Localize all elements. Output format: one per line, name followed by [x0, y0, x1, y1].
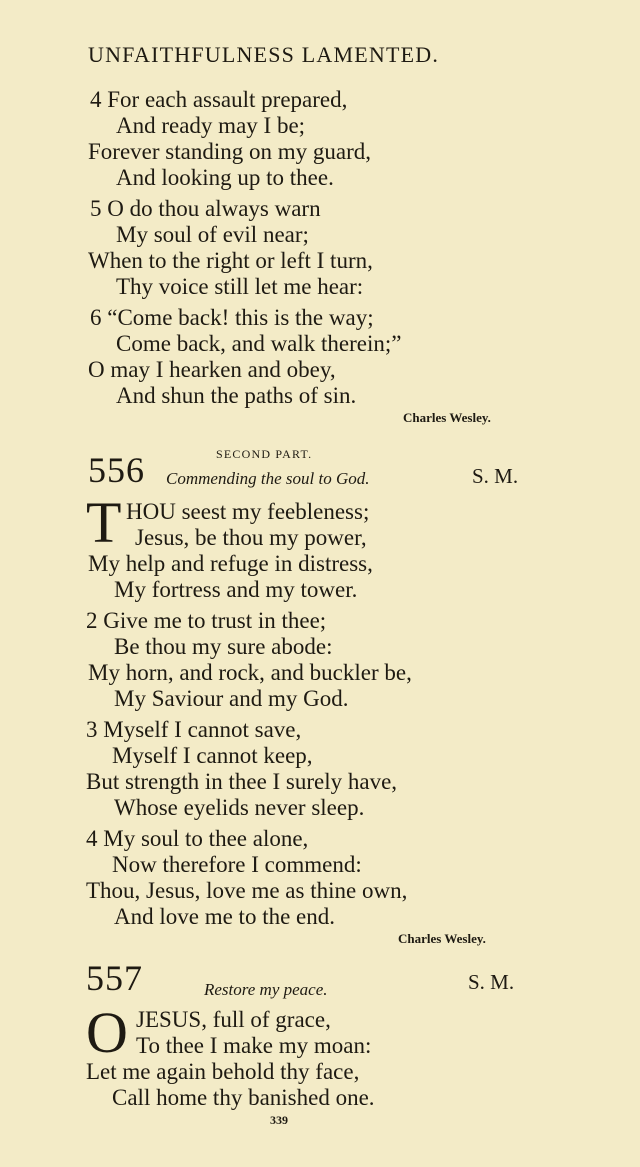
- verse-line: And looking up to thee.: [116, 165, 334, 190]
- verse-line: HOU seest my feebleness;: [126, 499, 370, 524]
- author-attribution: Charles Wesley.: [403, 410, 491, 425]
- verse-line: And ready may I be;: [116, 113, 306, 138]
- verse-line: And shun the paths of sin.: [116, 383, 357, 408]
- verse-line: Jesus, be thou my power,: [135, 525, 367, 550]
- verse-line: 4 For each assault prepared,: [90, 87, 348, 112]
- verse-line: Be thou my sure abode:: [114, 634, 333, 659]
- verse-line: O may I hearken and obey,: [88, 357, 336, 382]
- verse-line: JESUS, full of grace,: [136, 1007, 331, 1032]
- verse-line: 4 My soul to thee alone,: [86, 826, 309, 851]
- hymn-subtitle: Commending the soul to God.: [166, 469, 370, 488]
- verse-line: My horn, and rock, and buckler be,: [88, 660, 412, 685]
- verse-line: But strength in thee I surely have,: [86, 769, 398, 794]
- verse-line: Come back, and walk therein;”: [116, 331, 402, 356]
- verse-line: And love me to the end.: [114, 904, 336, 929]
- hymn-subtitle: Restore my peace.: [204, 980, 328, 999]
- page-number: 339: [270, 1113, 288, 1127]
- verse-line: Now therefore I commend:: [112, 852, 362, 877]
- verse-line: 5 O do thou always warn: [90, 196, 321, 221]
- verse-line: My help and refuge in distress,: [88, 551, 373, 576]
- hymn-meter: S. M.: [472, 464, 519, 488]
- verse-line: 2 Give me to trust in thee;: [86, 608, 327, 633]
- verse-line: Thy voice still let me hear:: [116, 274, 364, 299]
- hymn-number: 556: [88, 450, 145, 490]
- part-label: SECOND PART.: [216, 447, 313, 461]
- author-attribution: Charles Wesley.: [398, 931, 486, 946]
- verse-line: 6 “Come back! this is the way;: [90, 305, 374, 330]
- verse-line: Whose eyelids never sleep.: [114, 795, 365, 820]
- verse-line: My fortress and my tower.: [114, 577, 358, 602]
- verse-line: My Saviour and my God.: [114, 686, 349, 711]
- verse-line: Thou, Jesus, love me as thine own,: [86, 878, 408, 903]
- running-head: UNFAITHFULNESS LAMENTED.: [88, 42, 440, 67]
- drop-cap: O: [86, 1000, 128, 1065]
- hymn-meter: S. M.: [468, 970, 515, 994]
- verse-line: Myself I cannot keep,: [112, 743, 313, 768]
- verse-line: Call home thy banished one.: [112, 1085, 375, 1110]
- verse-line: My soul of evil near;: [116, 222, 309, 247]
- verse-line: Forever standing on my guard,: [88, 139, 371, 164]
- hymn-number: 557: [86, 958, 143, 998]
- verse-line: When to the right or left I turn,: [88, 248, 373, 273]
- verse-line: To thee I make my moan:: [136, 1033, 372, 1058]
- verse-line: Let me again behold thy face,: [86, 1059, 360, 1084]
- drop-cap: T: [86, 490, 122, 555]
- verse-line: 3 Myself I cannot save,: [86, 717, 302, 742]
